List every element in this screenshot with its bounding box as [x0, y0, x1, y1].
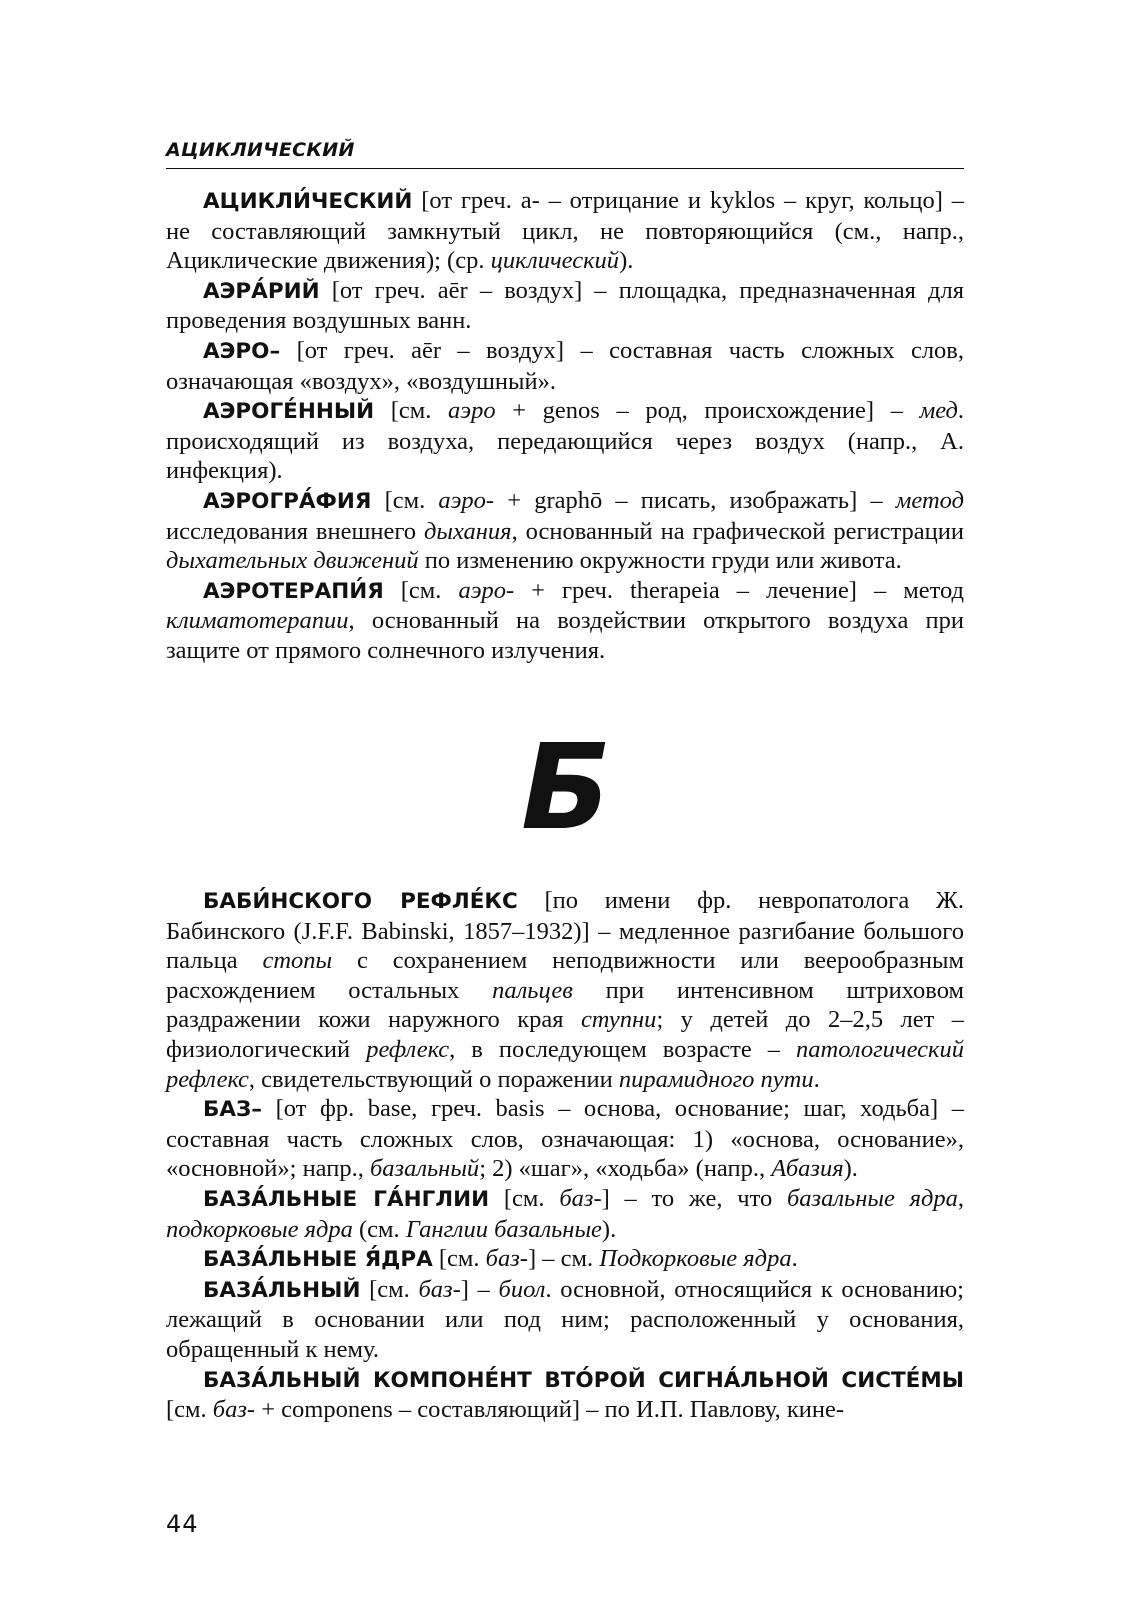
entry-text: [см.	[383, 576, 459, 604]
entry-text: [см.	[374, 397, 449, 425]
entry-text: [по имени фр. невропатолога Ж. Бабинского (J.F.F. Babinski, 1857–1932)] – медленное разгибание большого пальца	[166, 887, 964, 975]
dictionary-entry	[166, 486, 964, 576]
entry-text: .	[791, 1245, 798, 1273]
dictionary-entry	[166, 886, 964, 1094]
entry-text: [от фр. base, греч. basis – основа, основание; шаг, ходьба] – составная часть сложных слов, означающая: 1) «основа, основание», «основной»; напр.,	[166, 1095, 964, 1183]
entry-headword: БАБИ́НСКОГО РЕФЛЕ́КС	[203, 889, 518, 914]
page-number: 44	[166, 1510, 199, 1538]
dictionary-entry	[166, 1094, 964, 1184]
entry-text: исследования внешнего	[166, 517, 424, 545]
entry-italic-term: ступни	[580, 1006, 657, 1034]
entry-text: ] –	[460, 1275, 499, 1303]
entry-headword: БАЗА́ЛЬНЫЕ ГА́НГЛИИ	[203, 1186, 490, 1212]
entry-italic-term: Ганглии базальные	[405, 1215, 602, 1243]
entry-text: ).	[843, 1155, 858, 1183]
dictionary-entry	[166, 1244, 964, 1275]
entry-italic-term: баз-	[485, 1245, 528, 1273]
entry-headword: АЭРА́РИЙ	[203, 278, 320, 304]
entry-text: . происходящий из воздуха, передающийся через воздух (напр., А. инфекция).	[166, 397, 964, 485]
entry-italic-term: биол	[498, 1275, 546, 1303]
entry-text: ).	[601, 1215, 617, 1243]
entry-headword: АЭРО–	[203, 338, 281, 364]
entry-text: [от греч. aēr – воздух] – составная часть сложных слов, означающая «воздух», «воздушный».	[166, 336, 964, 395]
entry-text: ; 2) «шаг», «ходьба» (напр.,	[479, 1155, 772, 1183]
section-letter: Б	[521, 718, 611, 856]
entry-text: ] – то же, что	[601, 1184, 787, 1212]
entry-text: ; у детей до 2–2,5 лет – физиологический	[166, 1006, 964, 1063]
entry-italic-term: баз-	[559, 1184, 602, 1212]
entry-text: [см.	[489, 1184, 560, 1212]
entry-italic-term: Подкорковые ядра	[599, 1245, 792, 1273]
entry-text: ).	[619, 247, 634, 275]
dictionary-entry	[166, 576, 964, 666]
entry-text: по изменению окружности груди или живота.	[418, 547, 902, 575]
entry-italic-term: циклический	[490, 247, 620, 275]
entry-italic-term: патологический рефлекс	[166, 1035, 964, 1093]
dictionary-entry	[166, 1275, 964, 1365]
entry-italic-term: метод	[895, 486, 964, 514]
entry-text: , свидетельствующий о поражении	[248, 1065, 619, 1093]
entry-headword: БАЗА́ЛЬНЫЕ Я́ДРА	[203, 1247, 433, 1273]
dictionary-entry	[166, 1184, 964, 1244]
entry-italic-term: мед	[919, 397, 958, 425]
entries-after-section	[166, 886, 964, 1425]
dictionary-entry	[166, 1365, 964, 1425]
entry-text: [см.	[360, 1275, 419, 1303]
entry-text: [см.	[371, 486, 439, 514]
entry-headword: АЦИКЛИ́ЧЕСКИЙ	[203, 189, 413, 214]
dictionary-entry	[166, 336, 964, 396]
header-rule	[166, 168, 964, 169]
entry-text: , основанный на графической регистрации	[511, 517, 964, 545]
entry-text: при интенсивном штриховом раздражении кожи наружного края	[166, 976, 964, 1034]
entry-italic-term: Абазия	[771, 1155, 844, 1183]
entry-italic-term: подкорковые ядра	[166, 1215, 353, 1243]
entry-italic-term: аэро-	[458, 576, 515, 604]
running-head: АЦИКЛИЧЕСКИЙ	[166, 139, 355, 161]
entry-italic-term: баз-	[418, 1275, 461, 1303]
entry-italic-term: пальцев	[492, 976, 573, 1004]
entry-text: [от греч. а- – отрицание и kyklos – круг, кольцо] – не составляющий замкнутый цикл, не повторяющийся (см., напр., Ациклические движения); (ср.	[166, 187, 964, 275]
entry-text: , основанный на воздействии открытого воздуха при защите от прямого солнечного излучения.	[166, 607, 964, 664]
entries-before-section	[166, 186, 964, 666]
entry-headword: БАЗА́ЛЬНЫЙ	[203, 1277, 361, 1303]
entry-italic-term: аэро	[448, 397, 496, 425]
entry-text: , в последующем возрасте –	[449, 1035, 797, 1063]
entry-italic-term: дыхательных движений	[166, 547, 419, 575]
entry-text: с сохранением неподвижности или веерообразным расхождением остальных	[166, 947, 964, 1004]
entry-italic-term: базальный	[369, 1155, 480, 1183]
entry-italic-term: аэро-	[438, 486, 495, 514]
entry-italic-term: стопы	[262, 947, 333, 975]
entry-text: [см.	[432, 1245, 486, 1273]
dictionary-entry	[166, 396, 964, 486]
entry-headword: АЭРОТЕРАПИ́Я	[203, 578, 384, 604]
entry-text: ,	[957, 1184, 964, 1212]
entry-italic-term: пирамидного пути	[618, 1065, 814, 1093]
entry-headword: АЭРОГЕ́ННЫЙ	[203, 399, 375, 425]
entry-italic-term: базальные ядра	[786, 1184, 958, 1212]
entry-italic-term: рефлекс	[366, 1035, 450, 1063]
entry-headword: БАЗ–	[203, 1097, 263, 1123]
dictionary-entry	[166, 186, 964, 276]
entry-italic-term: климатотерапии	[166, 607, 349, 635]
entry-text: + componens – составляющий] – по И.П. Павлову, кине-	[255, 1396, 845, 1424]
entry-headword: БАЗА́ЛЬНЫЙ КОМПОНЕ́НТ ВТО́РОЙ СИГНА́ЛЬНОЙ СИСТЕ́МЫ	[203, 1367, 964, 1393]
entry-text: + graphō – писать, изображать] –	[494, 486, 896, 514]
entry-text: + genos – род, происхождение] –	[495, 397, 920, 425]
entry-text: .	[813, 1065, 820, 1093]
entry-headword: АЭРОГРА́ФИЯ	[203, 488, 372, 514]
entry-text: . основной, относящийся к основанию; лежащий в основании или под ним; расположенный у основания, обращенный к нему.	[166, 1275, 964, 1363]
entry-text: (см.	[352, 1215, 406, 1243]
dictionary-entry	[166, 276, 964, 336]
entry-text: [от греч. aēr – воздух] – площадка, предназначенная для проведения воздушных ванн.	[166, 276, 964, 335]
entry-text: [см.	[166, 1396, 213, 1424]
entry-text: + греч. therapeia – лечение] – метод	[514, 576, 965, 604]
entry-italic-term: баз-	[212, 1396, 256, 1424]
entry-italic-term: дыхания	[423, 517, 512, 545]
entry-text: ] – см.	[527, 1245, 600, 1273]
